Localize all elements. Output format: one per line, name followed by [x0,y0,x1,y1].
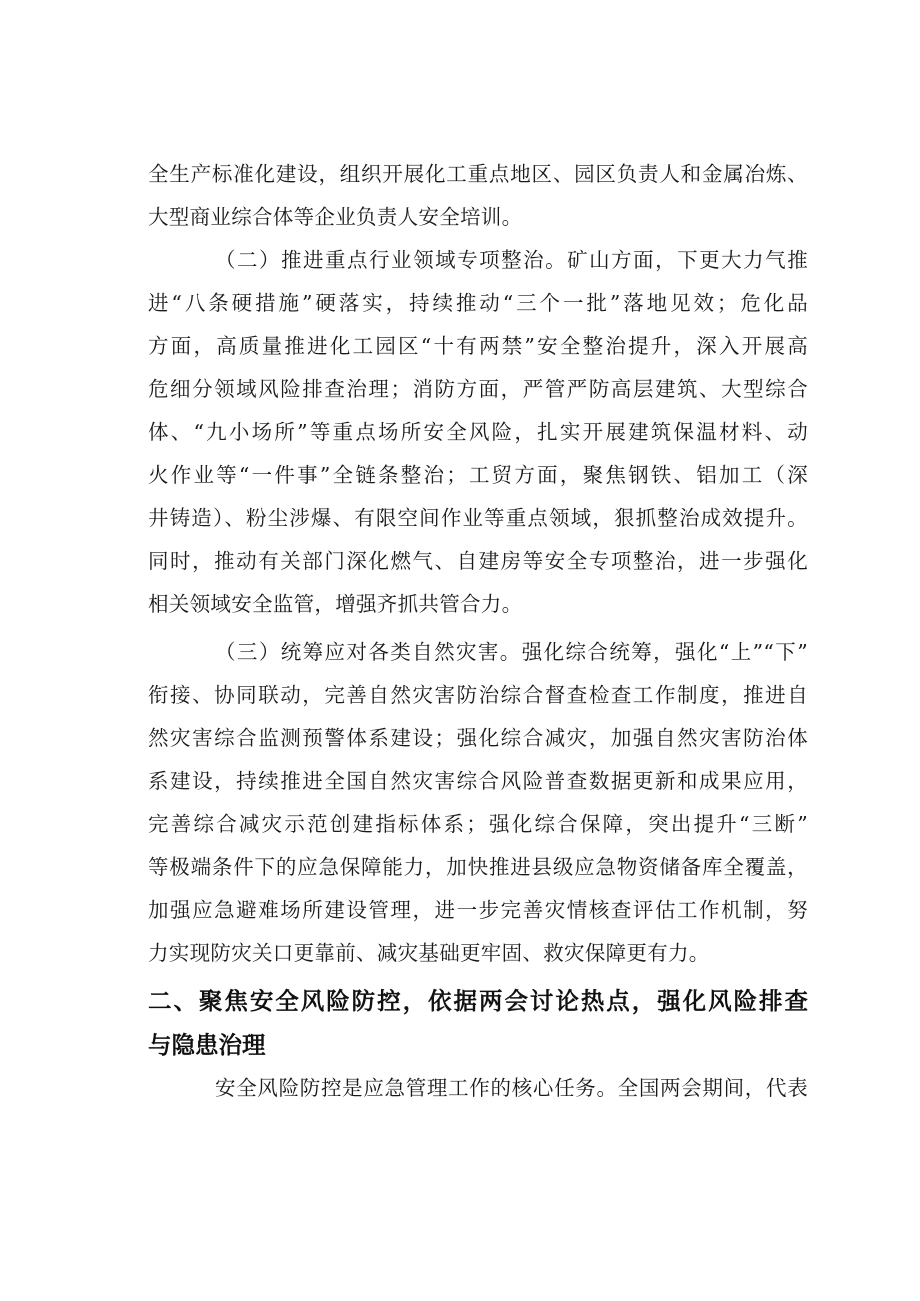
text-line: 系建设，持续推进全国自然灾害综合风险普查数据更新和成果应用， [148,769,808,793]
text-line: 危细分领域风险排查治理；消防方面，严管严防高层建筑、大型综合 [148,377,808,401]
text-line: 大型商业综合体等企业负责人安全培训。 [148,205,523,229]
text-line: 完善综合减灾示范创建指标体系；强化综合保障，突出提升“三断” [148,812,808,836]
text-line: 同时，推动有关部门深化燃气、自建房等安全专项整治，进一步强化 [148,549,808,573]
text-line: 方面，高质量推进化工园区“十有两禁”安全整治提升，深入开展高 [148,334,808,358]
text-line: 火作业等“一件事”全链条整治；工贸方面，聚焦钢铁、铝加工（深 [148,463,808,487]
text-line: 全生产标准化建设，组织开展化工重点地区、园区负责人和金属冶炼、 [148,162,808,186]
text-line: 等极端条件下的应急保障能力，加快推进县级应急物资储备库全覆盖， [148,855,808,879]
text-line: 相关领域安全监管，增强齐抓共管合力。 [148,592,523,616]
text-line: 井铸造）、粉尘涉爆、有限空间作业等重点领域，狠抓整治成效提升。 [148,506,808,530]
text-line: 进“八条硬措施”硬落实，持续推动“三个一批”落地见效；危化品 [148,291,808,315]
text-line: 安全风险防控是应急管理工作的核心任务。全国两会期间，代表 [215,1076,808,1100]
text-line: （三）统筹应对各类自然灾害。强化综合统筹，强化“上”“下” [215,640,808,664]
text-line: 衔接、协同联动，完善自然灾害防治综合督查检查工作制度，推进自 [148,683,808,707]
text-line: （二）推进重点行业领域专项整治。矿山方面，下更大力气推 [215,248,808,272]
text-line: 加强应急避难场所建设管理，进一步完善灾情核查评估工作机制，努 [148,898,808,922]
heading-line: 与隐患治理 [148,1031,266,1059]
text-line: 体、“九小场所”等重点场所安全风险，扎实开展建筑保温材料、动 [148,420,808,444]
text-line: 力实现防灾关口更靠前、减灾基础更牢固、救灾保障更有力。 [148,941,710,965]
text-line: 然灾害综合监测预警体系建设；强化综合减灾，加强自然灾害防治体 [148,726,808,750]
heading-line: 二、聚焦安全风险防控，依据两会讨论热点，强化风险排查 [148,987,808,1015]
